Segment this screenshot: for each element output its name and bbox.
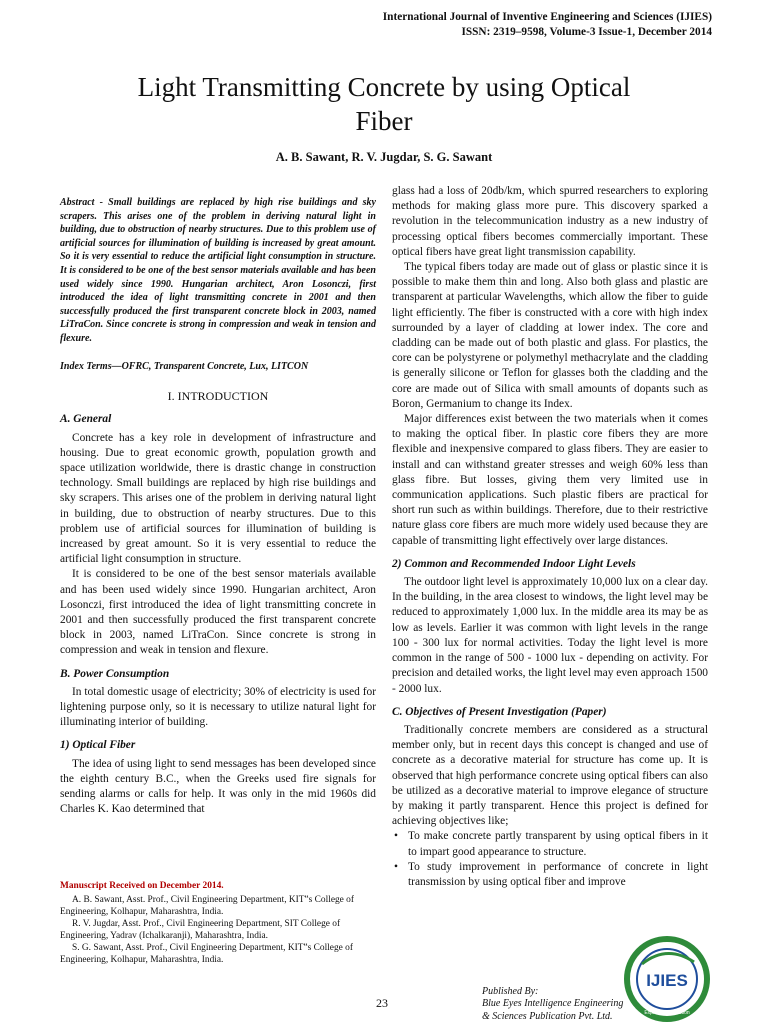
paragraph: Major differences exist between the two materials when it comes to making the optical fiber. In plastic core fibers they are more flexible and inexpensive compared to glass fibers. They are easier to install and can withstand greater stresses and weigh 60% less than glass fibre. But losses, giving them very limited use in communication applications. Such plastic fibers are practical for short run such as within buildings. Therefore, due to their restrictive nature glass core fibers are much more widely used because they are capable of transmitting light effectively over large distances. [392, 413, 708, 547]
author-affiliation: A. B. Sawant, Asst. Prof., Civil Engineering Department, KIT‟s College of Engineering, Kolhapur, Maharashtra, India. [60, 895, 354, 917]
bullet-icon: • [394, 860, 398, 873]
paragraph: The typical fibers today are made out of glass or plastic since it is possible to make them thin and long. Also both glass and plastic are transparent at particular Wavelengths, which allow the fiber to guide light efficiently. The fiber is constructed with a core with high index surrounded by a layer of cladding at lower index. The core and cladding can be made out of both plastic and glass. For plastics, the core can be polystyrene or polymethyl methacrylate and the cladding is generally silicone or Teflon for glasses both the cladding and the core are made out of Silica with small amounts of dopants such as Boron, Germanium to change its Index. [392, 261, 708, 410]
paragraph: The idea of using light to send messages has been developed since the eighth century B.C., when the Greeks used fire signals for sending alarms or calls for help. It was only in the mid 1960s did Charles K. Kao determined that [60, 757, 376, 816]
logo-text: IJIES [646, 971, 688, 990]
publisher-line: & Sciences Publication Pvt. Ltd. [482, 1010, 613, 1022]
subsection-general-heading: A. General [60, 413, 112, 426]
journal-logo [622, 934, 712, 1024]
paper-title [60, 70, 708, 138]
page-number: 23 [376, 996, 388, 1010]
objectives-list [392, 829, 708, 890]
authors: A. B. Sawant, R. V. Jugdar, S. G. Sawant [275, 150, 493, 164]
author-affiliation: R. V. Jugdar, Asst. Prof., Civil Engineering Department, SIT College of Engineering, Yadrav (Ichalkaranji), Maharashtra, India. [60, 919, 341, 941]
paragraph: Concrete has a key role in development of infrastructure and housing. Due to great economic growth, population growth and space utilization worldwide, there is drastic change in construction technology. Small buildings are replaced by high rise buildings and sky scrapers. This arises one of the problem in deriving natural light in building, due to obstruction of nearby structures. Due to this problem use of artificial sources for illumination of building is increased by great amount. So it is very essential to reduce the artificial light consumption in structure. [60, 431, 376, 566]
journal-issn: ISSN: 2319–9598, Volume-3 Issue-1, December 2014 [461, 26, 712, 38]
abstract: Abstract - Small buildings are replaced by high rise buildings and sky scrapers. This arises one of the problem in deriving natural light in building, due to obstruction of nearby structures. Due to this problem use of artificial sources for illumination of building is increased by great amount. So it is very essential to reduce the artificial light consumption in structure. It is considered to be one of the best sensor materials available and has been used widely since 1990. Hungarian architect, Aron Losonczi, first introduced the idea of light transmitting concrete in 2001 and then successfully produced the first transparent concrete block in 2003, named LiTraCon. Since concrete is strong in compression and weak in tension and flexure. [60, 197, 376, 344]
journal-header [383, 10, 712, 40]
manuscript-received: Manuscript Received on December 2014. [60, 881, 224, 891]
publisher-line: Published By: [482, 986, 539, 997]
paragraph: glass had a loss of 20db/km, which spurred researchers to exploring methods for making glass more pure. This discovery sparked a revolution in the telecommunication industry as a new industry of processing optical fibers becomes commercially important. These optical fibers have great light transmission capability. [392, 185, 708, 258]
left-column [60, 184, 376, 817]
subsection-power-heading: B. Power Consumption [60, 667, 170, 680]
title-line-2: Fiber [355, 106, 413, 136]
paragraph: In total domestic usage of electricity; 30% of electricity is used for lightening purpose only, so it is necessary to utilize natural light for illuminating interior of building. [60, 685, 376, 729]
bullet-icon: • [394, 830, 398, 843]
author-affiliation: S. G. Sawant, Asst. Prof., Civil Engineering Department, KIT‟s College of Engineering, Kolhapur, Maharashtra, India. [60, 943, 353, 965]
logo-ring-text: Exploring Innovation [644, 1010, 690, 1016]
index-terms: Index Terms—OFRC, Transparent Concrete, Lux, LITCON [60, 360, 309, 372]
list-item [392, 860, 708, 890]
publisher-line: Blue Eyes Intelligence Engineering [482, 998, 624, 1010]
paragraph: The outdoor light level is approximately 10,000 lux on a clear day. In the building, in the area closest to windows, the light level may be reduced to approximately 1,000 lux. In the middle area its may be as low as levels. Earlier it was common with light levels in the range 100 - 300 lux for normal activities. Today the light level is more common in the range of 500 - 1000 lux - depending on activity. For precision and detailed works, the light level may even approach 1500 - 2000 lux. [392, 576, 708, 695]
subsection-light-levels-heading: 2) Common and Recommended Indoor Light Levels [392, 557, 636, 570]
list-item-text: To make concrete partly transparent by using optical fibers in it to impart good appearance to structure. [408, 830, 708, 858]
list-item [392, 829, 708, 859]
paragraph: It is considered to be one of the best sensor materials available and has been used widely since 1990. Hungarian architect, Aron Losonczi, first introduced the idea of light transmitting concrete in 2001 and then successfully produced the first transparent concrete block in 2003, named LiTraCon. Since concrete is strong in compression and weak in tension and flexure. [60, 568, 376, 657]
subsection-objectives-heading: C. Objectives of Present Investigation (Paper) [392, 705, 607, 718]
paragraph: Traditionally concrete members are considered as a structural member only, but in recent days this concept is changed and use of concrete as a decorative material for structure has come up. It is observed that high performance concrete using optical fibers can also be utilized as a decorative material to improve elegance of structure by making it partly transparent. Hence this project is defined for achieving objectives like; [392, 723, 708, 828]
title-line-1: Light Transmitting Concrete by using Optical [137, 72, 631, 102]
section-introduction-heading: I. INTRODUCTION [167, 389, 269, 404]
footnotes [60, 880, 376, 966]
journal-name: International Journal of Inventive Engineering and Sciences (IJIES) [382, 11, 712, 23]
subsection-optical-fiber-heading: 1) Optical Fiber [60, 739, 136, 752]
list-item-text: To study improvement in performance of concrete in light transmission by using optical fiber and improve [408, 860, 708, 888]
publisher-info [482, 986, 623, 1023]
right-column [392, 184, 708, 890]
